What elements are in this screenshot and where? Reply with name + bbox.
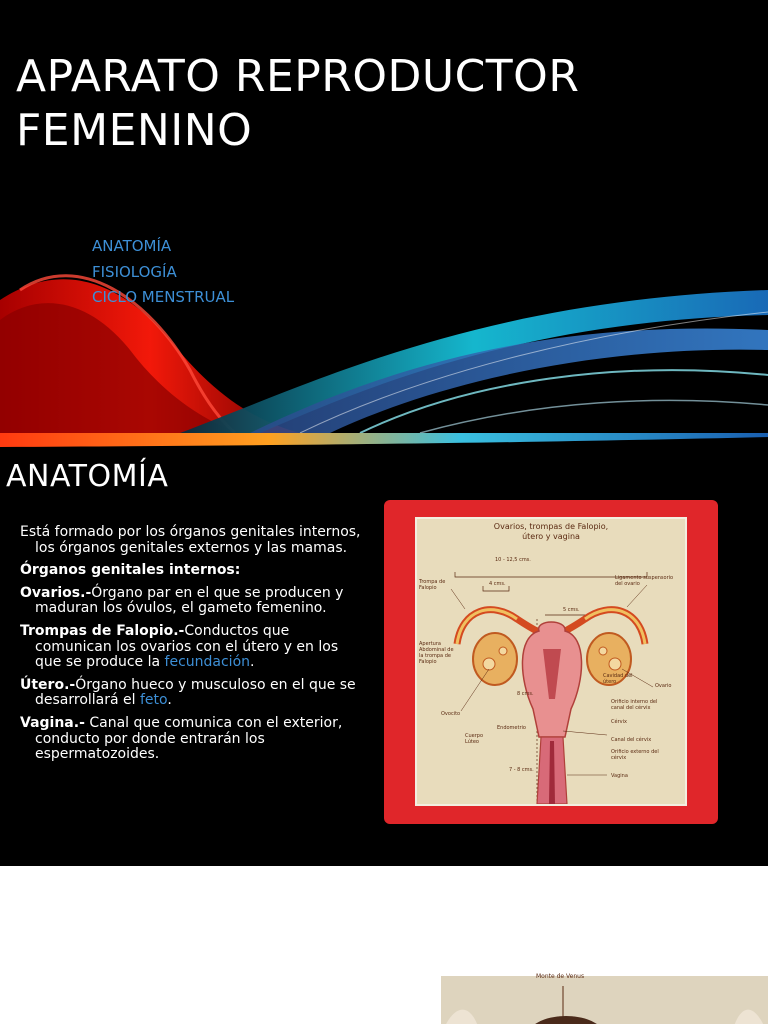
ovarios-paragraph (20, 586, 365, 617)
label-orificio-externo: Orificio externo del cérvix (611, 749, 659, 761)
trompas-paragraph (20, 624, 365, 671)
figure-title-line-1: Ovarios, trompas de Falopio, (493, 522, 609, 531)
label-ovario: Ovario (655, 683, 672, 689)
vagina-paragraph (20, 716, 365, 763)
contents-list (92, 234, 234, 311)
label-m1: 10 - 12,5 cms. (495, 557, 531, 563)
label-m5: 7 - 8 cms. (509, 767, 534, 773)
anatomy-slide (0, 433, 768, 866)
label-cuerpo: Cuerpo Lúteo (465, 733, 484, 745)
utero-text: Órgano hueco y musculoso en el que se desarrollará el (35, 676, 356, 709)
title-line-1: APARATO REPRODUCTOR (16, 51, 580, 102)
ovarios-text: Órgano par en el que se producen y maduran los óvulos, el gameto femenino. (35, 584, 344, 617)
label-canal: Canal del cérvix (611, 737, 652, 743)
label-ligamento: Ligamento suspensorio del ovario (615, 575, 674, 587)
figure-title-line-2: útero y vagina (522, 532, 580, 541)
contents-item-fisiologia: FISIOLOGÍA (92, 262, 177, 281)
contents-item-anatomia: ANATOMÍA (92, 237, 172, 255)
label-apertura: Apertura Abdominal de la trompa de Falopio (419, 641, 454, 665)
label-cavidad: Cavidad del útero (603, 673, 633, 685)
external-anatomy-image (441, 973, 768, 1024)
trompas-term: Trompas de Falopio.- (20, 622, 185, 639)
label-m2: 4 cms. (489, 581, 506, 587)
inset-caption: Monte de Venus (536, 973, 585, 980)
utero-paragraph (20, 678, 365, 709)
anatomy-figure-frame (384, 500, 718, 824)
ovarios-term: Ovarios.- (20, 584, 92, 601)
title-slide (0, 0, 768, 433)
contents-item-ciclo-menstrual: CICLO MENSTRUAL (92, 288, 235, 306)
label-ovocito: Ovocito (441, 711, 461, 717)
label-cervix: Cérvix (611, 719, 627, 725)
internos-heading (20, 563, 365, 579)
next-slide-partial (0, 866, 768, 1024)
internos-heading-text: Órganos genitales internos: (20, 562, 241, 579)
external-anatomy-illustration (441, 973, 768, 1024)
decorative-top-stripe (0, 433, 768, 453)
intro-paragraph: Está formado por los órganos genitales internos, los órganos genitales externos y las mamas. (20, 524, 361, 556)
anatomy-figure (415, 517, 687, 806)
anatomy-text (20, 525, 365, 770)
utero-text-end: . (167, 692, 172, 709)
uterus-illustration (417, 519, 685, 804)
label-m3: 5 cms. (563, 607, 580, 613)
utero-term: Útero.- (20, 676, 76, 693)
title-line-2: FEMENINO (16, 105, 253, 156)
vagina-text: Canal que comunica con el exterior, conducto por donde entrarán los espermatozoides. (35, 714, 343, 763)
trompas-text-end: . (250, 654, 255, 671)
feto-link[interactable]: feto (140, 692, 168, 709)
presentation-title (16, 50, 579, 158)
label-vagina: Vagina (611, 773, 628, 779)
label-orificio-interno: Orificio interno del canal del cérvix (611, 699, 658, 711)
fecundacion-link[interactable]: fecundación (164, 654, 251, 671)
trompas-text: Conductos que comunican los ovarios con el útero y en los que se produce la (35, 622, 339, 671)
section-title: ANATOMÍA (6, 459, 169, 494)
vagina-term: Vagina.- (20, 714, 85, 731)
label-trompa: Trompa de Falopio (419, 579, 446, 591)
label-m4: 8 cms. (517, 691, 534, 697)
label-endometrio: Endometrio (497, 725, 526, 731)
